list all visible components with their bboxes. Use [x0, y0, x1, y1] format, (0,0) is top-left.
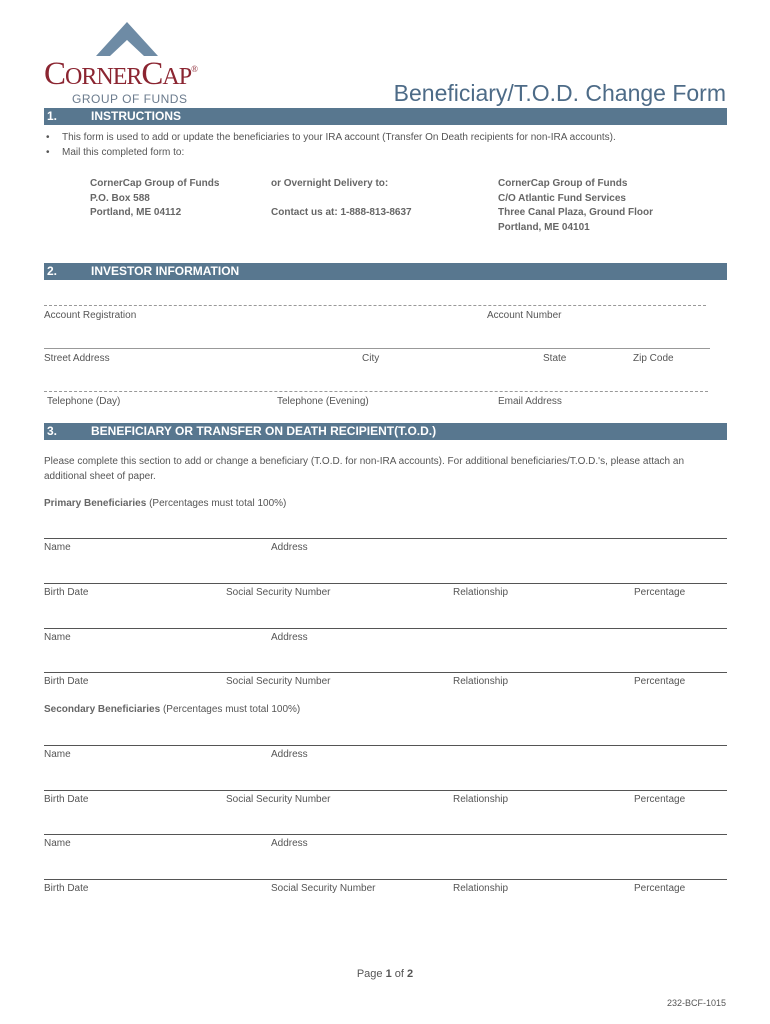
beneficiary-instructions: Please complete this section to add or change a beneficiary (T.O.D. for non-IRA accounts). For additional beneficiaries/T.O.D.'s, please attach an additional sheet of paper. — [44, 456, 685, 482]
percentage-label: Percentage — [634, 587, 686, 598]
company-logo-subtitle: GROUP OF FUNDS — [72, 92, 188, 106]
percentage-label: Percentage — [634, 883, 686, 894]
zip-code-label: Zip Code — [633, 353, 674, 364]
street-address-label: Street Address — [44, 353, 110, 364]
secondary-beneficiaries-heading: Secondary Beneficiaries (Percentages must total 100%) — [44, 704, 301, 715]
form-line[interactable] — [44, 672, 727, 673]
birth-date-label: Birth Date — [44, 676, 89, 687]
form-line[interactable] — [44, 628, 727, 629]
form-line[interactable] — [44, 790, 727, 791]
address-label: Address — [271, 838, 308, 849]
name-label: Name — [44, 632, 71, 643]
primary-beneficiaries-heading: Primary Beneficiaries (Percentages must total 100%) — [44, 498, 287, 509]
section-3-header: 3. BENEFICIARY OR TRANSFER ON DEATH RECIPIENT(T.O.D.) — [44, 423, 727, 440]
state-label: State — [543, 353, 567, 364]
company-logo-text: CORNERCAP® — [44, 56, 197, 92]
form-line[interactable] — [44, 879, 727, 880]
name-label: Name — [44, 749, 71, 760]
birth-date-label: Birth Date — [44, 883, 89, 894]
form-line[interactable] — [44, 834, 727, 835]
percentage-label: Percentage — [634, 676, 686, 687]
page-number: Page 1 of 2 — [356, 968, 414, 980]
telephone-day-label: Telephone (Day) — [47, 396, 121, 407]
ssn-label: Social Security Number — [271, 883, 376, 894]
account-registration-field[interactable] — [44, 305, 706, 307]
birth-date-label: Birth Date — [44, 794, 89, 805]
mailing-address: CornerCap Group of Funds P.O. Box 588 Portland, ME 04112 — [90, 178, 220, 218]
instruction-bullet: • This form is used to add or update the beneficiaries to your IRA account (Transfer On Death recipients for non-IRA accounts). — [44, 130, 616, 145]
ssn-label: Social Security Number — [226, 676, 331, 687]
overnight-address: CornerCap Group of Funds C/O Atlantic Fund Services Three Canal Plaza, Ground Floor Portland, ME 04101 — [498, 178, 654, 233]
mountain-logo-icon — [96, 22, 158, 56]
name-label: Name — [44, 542, 71, 553]
city-label: City — [362, 353, 380, 364]
section-1-header: 1. INSTRUCTIONS — [44, 108, 727, 125]
section-2-header: 2. INVESTOR INFORMATION — [44, 263, 727, 280]
name-label: Name — [44, 838, 71, 849]
instructions-list — [44, 130, 616, 160]
form-line[interactable] — [44, 583, 727, 584]
relationship-label: Relationship — [453, 883, 509, 894]
address-label: Address — [271, 749, 308, 760]
relationship-label: Relationship — [453, 676, 509, 687]
overnight-contact: or Overnight Delivery to: Contact us at: 1-888-813-8637 — [271, 178, 412, 218]
form-title: Beneficiary/T.O.D. Change Form — [393, 80, 726, 106]
instruction-bullet: • Mail this completed form to: — [44, 145, 616, 160]
percentage-label: Percentage — [634, 794, 686, 805]
form-number: 232-BCF-1015 — [666, 998, 726, 1008]
email-address-label: Email Address — [498, 396, 562, 407]
telephone-evening-label: Telephone (Evening) — [277, 396, 369, 407]
account-registration-label: Account Registration — [44, 310, 137, 321]
birth-date-label: Birth Date — [44, 587, 89, 598]
address-label: Address — [271, 632, 308, 643]
ssn-label: Social Security Number — [226, 794, 331, 805]
telephone-field-line[interactable] — [44, 391, 708, 393]
relationship-label: Relationship — [453, 794, 509, 805]
account-number-label: Account Number — [487, 310, 562, 321]
form-line[interactable] — [44, 745, 727, 746]
address-field-line[interactable] — [44, 348, 710, 349]
form-line[interactable] — [44, 538, 727, 539]
ssn-label: Social Security Number — [226, 587, 331, 598]
relationship-label: Relationship — [453, 587, 509, 598]
address-label: Address — [271, 542, 308, 553]
